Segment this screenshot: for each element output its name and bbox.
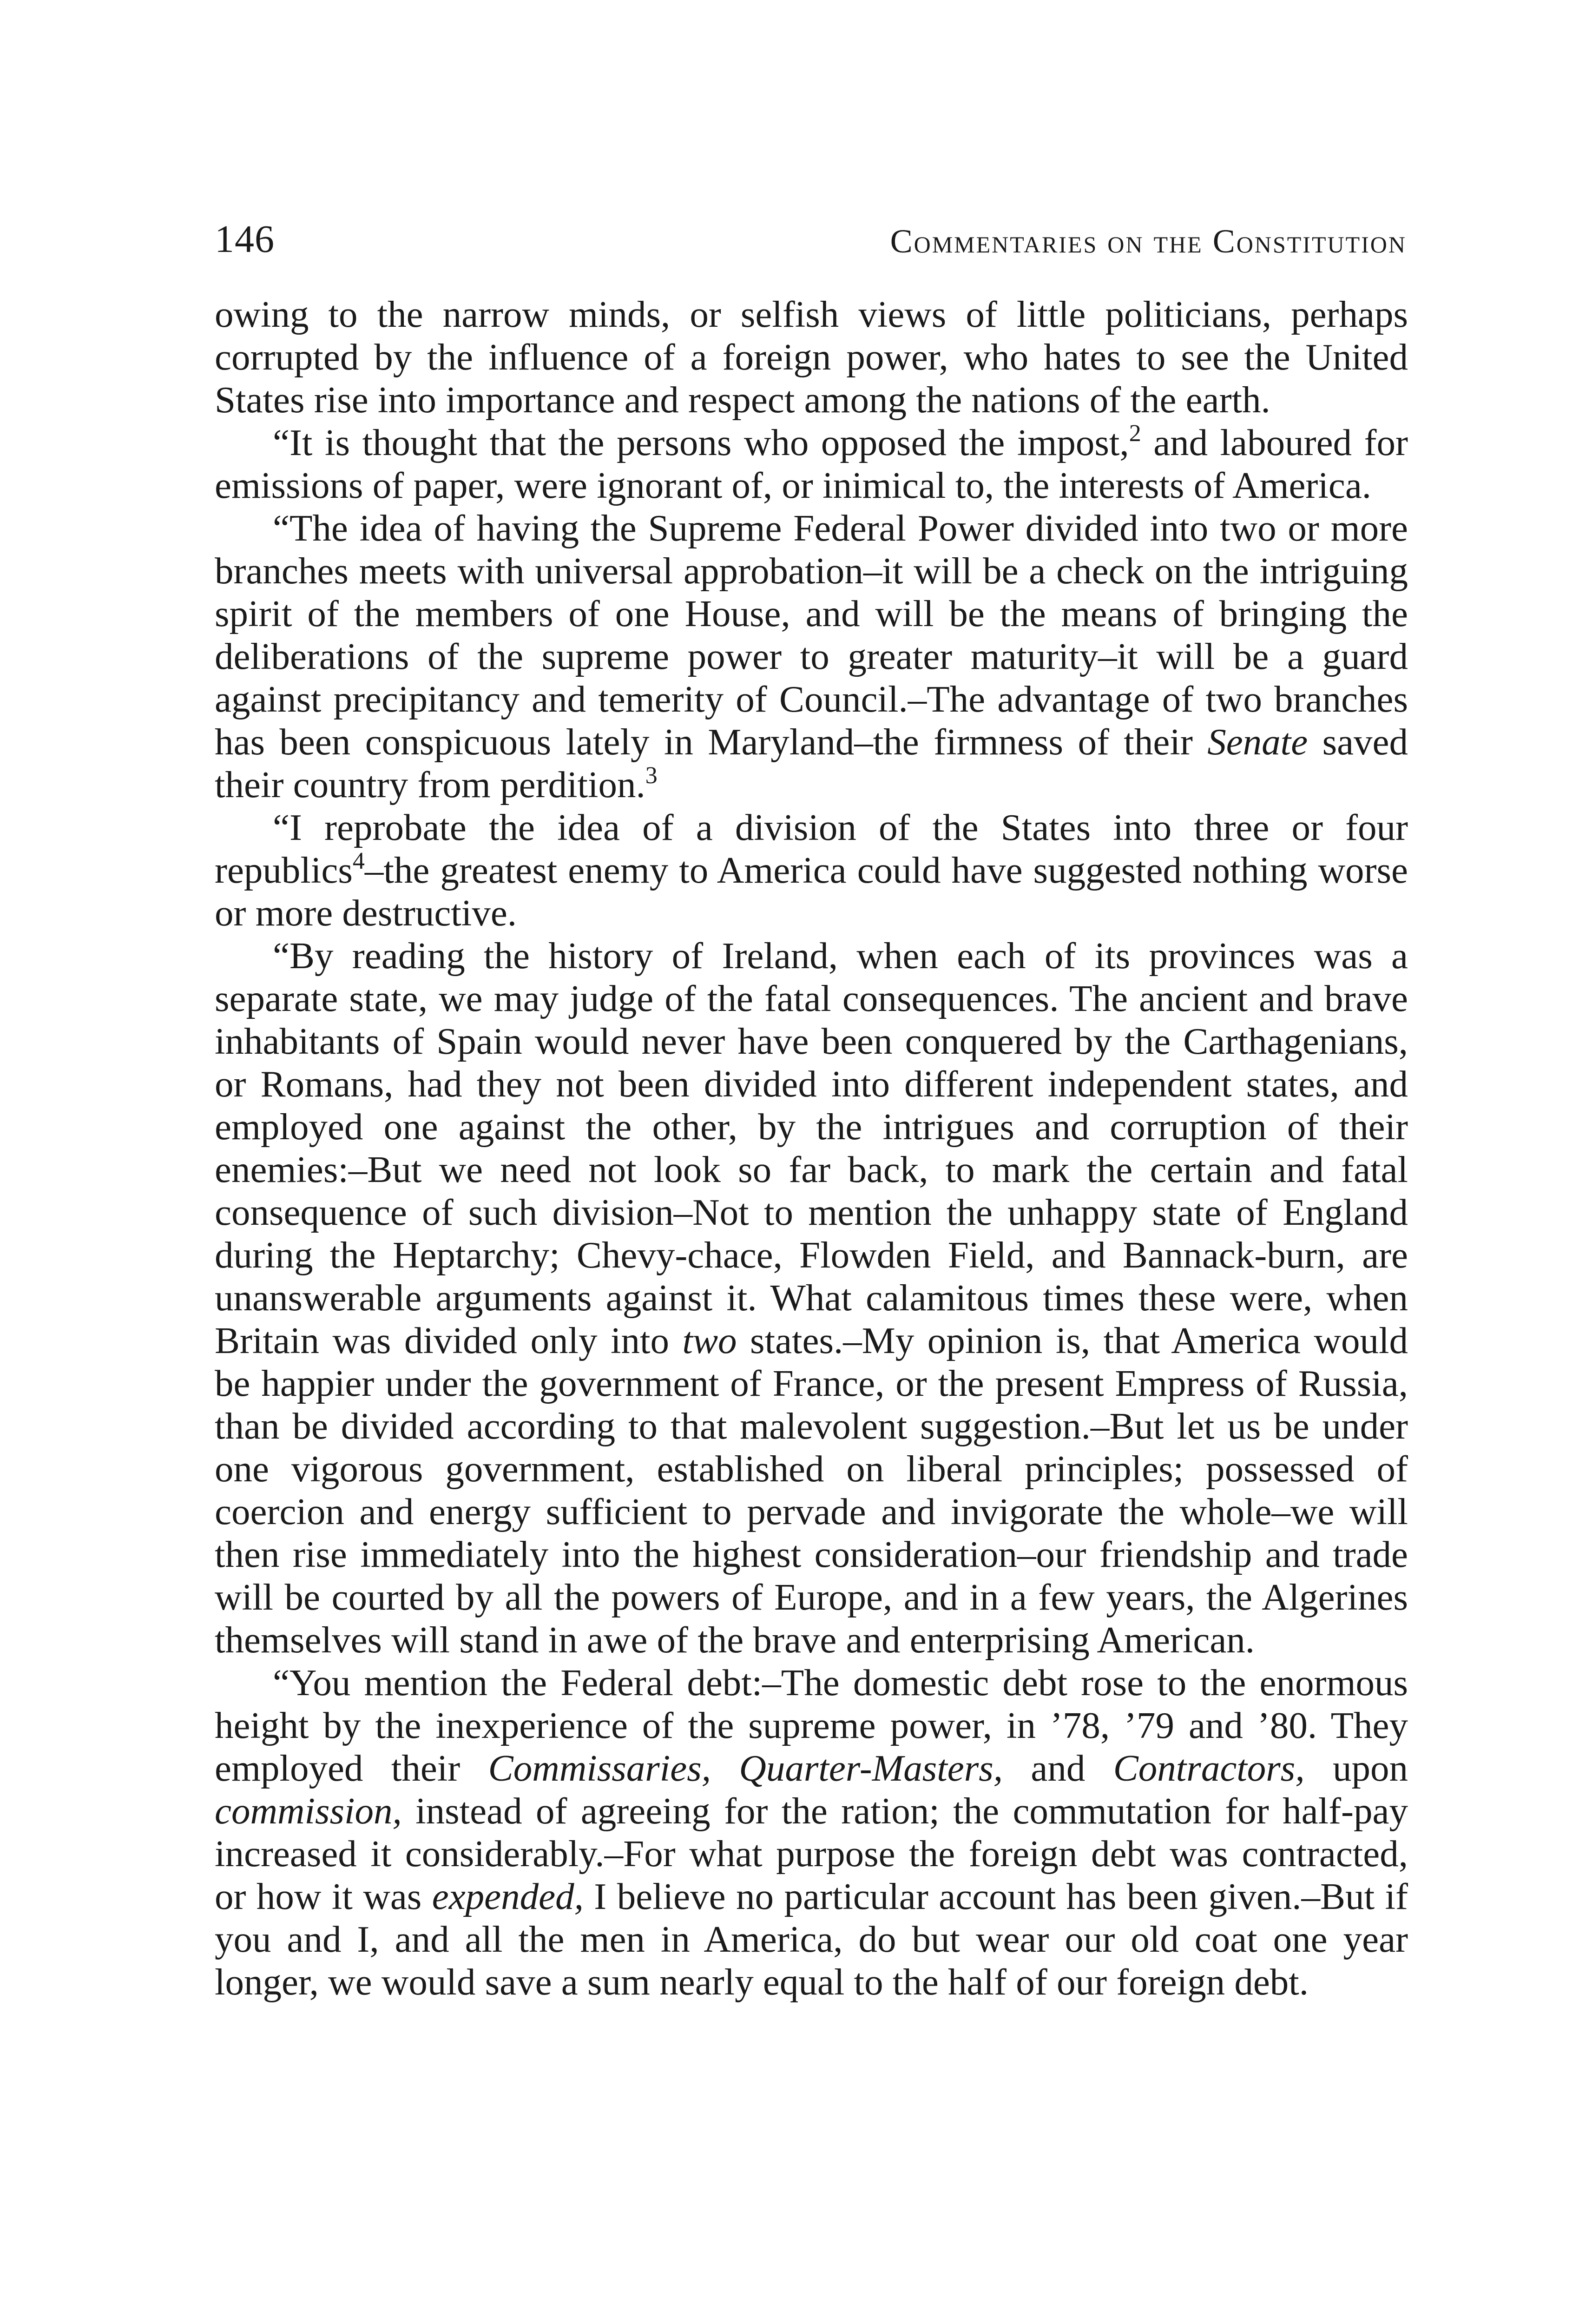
text-run: “It is thought that the persons who opposed the impost,: [273, 422, 1129, 463]
italic-run: two: [682, 1320, 737, 1361]
body-text: [215, 293, 1408, 2003]
text-run: saved their country from perdition.: [215, 721, 1408, 805]
italic-run: Commissaries, Quarter-Masters,: [488, 1747, 1003, 1789]
paragraph: [215, 934, 1408, 1661]
text-run: owing to the narrow minds, or selfish views of little politicians, perhaps corrupted by the influence of a foreign power, who hates to see the United States rise into importance and respect among the nations of the earth.: [215, 293, 1408, 421]
text-run: “I reprobate the idea of a division of the States into three or four republics: [215, 806, 1408, 891]
text-run: I believe no particular account has been given.–But if you and I, and all the men in America, do but wear our old coat one year longer, we would save a sum nearly equal to the half of our foreign debt.: [215, 1875, 1408, 2003]
footnote-ref: 3: [645, 762, 658, 789]
text-run: instead of agreeing for the ration; the commutation for half-pay increased it considerably.–For what purpose the foreign debt was contracted, or how it was: [215, 1790, 1408, 1917]
text-run: and laboured for emissions of paper, were ignorant of, or inimical to, the interests of America.: [215, 422, 1408, 506]
footnote-ref: 2: [1129, 420, 1141, 447]
text-run: and: [1003, 1747, 1113, 1789]
italic-run: Contractors,: [1113, 1747, 1305, 1789]
italic-run: commission,: [215, 1790, 402, 1832]
text-run: “By reading the history of Ireland, when each of its provinces was a separate state, we may judge of the fatal consequences. The ancient and brave inhabitants of Spain would never have been conquered by the Carthagenians, or Romans, had they not been divided into different independent states, and employed one against the other, by the intrigues and corruption of their enemies:–But we need not look so far back, to mark the certain and fatal consequence of such division–Not to mention the unhappy state of England during the Heptarchy; Chevy-chace, Flowden Field, and Bannack-burn, are unanswerable arguments against it. What calamitous times these were, when Britain was divided only into: [215, 935, 1408, 1361]
page-number: 146: [215, 218, 275, 261]
page-header: [215, 211, 1407, 267]
text-run: “You mention the Federal debt:–The domestic debt rose to the enormous height by the inexperience of the supreme power, in ’78, ’79 and ’80. They employed their: [215, 1662, 1408, 1789]
text-run: “The idea of having the Supreme Federal Power divided into two or more branches meets with universal approbation–it will be a check on the intriguing spirit of the members of one House, and will be the means of bringing the deliberations of the supreme power to greater maturity–it will be a guard against precipitancy and temerity of Council.–The advantage of two branches has been conspicuous lately in Maryland–the firmness of their: [215, 507, 1408, 763]
paragraph: [215, 806, 1408, 934]
paragraph: [215, 293, 1408, 421]
italic-run: Senate: [1207, 721, 1308, 763]
paragraph: [215, 507, 1408, 806]
footnote-ref: 4: [352, 848, 365, 874]
text-run: upon: [1304, 1747, 1408, 1789]
running-head: Commentaries on the Constitution: [890, 223, 1407, 260]
italic-run: expended,: [432, 1875, 584, 1917]
text-run: –the greatest enemy to America could have suggested nothing worse or more destructive.: [215, 849, 1408, 934]
text-run: states.–My opinion is, that America would be happier under the government of France, or the present Empress of Russia, than be divided according to that malevolent suggestion.–But let us be under one vigorous government, established on liberal principles; possessed of coercion and energy sufficient to pervade and invigorate the whole–we will then rise immediately into the highest consideration–our friendship and trade will be courted by all the powers of Europe, and in a few years, the Algerines themselves will stand in awe of the brave and enterprising American.: [215, 1320, 1408, 1661]
paragraph: [215, 1661, 1408, 2003]
paragraph: [215, 421, 1408, 507]
